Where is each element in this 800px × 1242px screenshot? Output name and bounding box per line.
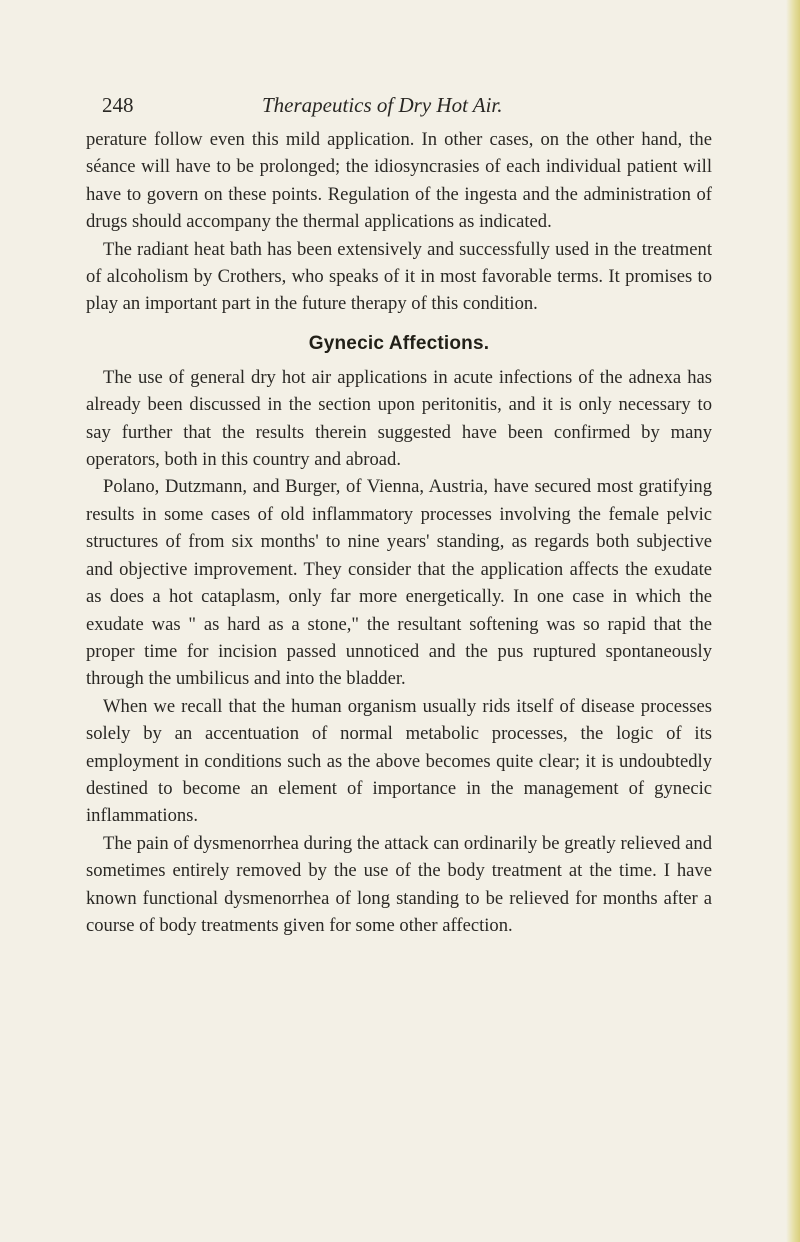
paragraph-dysmenorrhea: The pain of dysmenorrhea during the attack can ordinarily be greatly relieved and sometimes entirely removed by the use of the body treatment at the time. I have known functional dysmenorrhea of long standing to be relieved for months after a course of body treatments given for some other affection.: [86, 832, 712, 936]
section-heading: Gynecic Affections.: [308, 332, 490, 354]
paragraph-continued: perature follow even this mild application. In other cases, on the other hand, the séance will have to be prolonged; the idiosyncrasies of each individual patient will have to govern on these points. Regulation of the ingesta and the administration of drugs should accompany the thermal applications as indicated.: [86, 129, 712, 233]
page-edge-shadow: [786, 0, 800, 1242]
paragraph-alcoholism: The radiant heat bath has been extensively and successfully used in the treatment of alcoholism by Crothers, who speaks of it in most favorable terms. It promises to play an important part in the future therapy of this condition.: [86, 238, 712, 315]
running-title: Therapeutics of Dry Hot Air.: [262, 93, 503, 117]
paragraph-adnexa: The use of general dry hot air applications in acute infections of the adnexa has already been discussed in the section upon peritonitis, and it is only necessary to say further that the results therein suggested have been confirmed by many operators, both in this country and abroad.: [86, 366, 712, 471]
body-text: [86, 126, 712, 939]
paragraph-vienna: Polano, Dutzmann, and Burger, of Vienna, Austria, have secured most gratifying results in some cases of old inflammatory processes involving the female pelvic structures of from six months' to nine years' standing, as regards both subjective and objective improvement. They consider that the application affects the exudate as does a hot cataplasm, only far more energetically. In one case in which the exudate was " as hard as a stone," the resultant softening was so rapid that the proper time for incision passed unnoticed and the pus ruptured spontaneously through the umbilicus and into the bladder.: [86, 476, 712, 690]
page-number: 248: [102, 93, 134, 117]
paragraph-metabolic: When we recall that the human organism usually rids itself of disease processes solely by an accentuation of normal metabolic processes, the logic of its employment in conditions such as the above becomes quite clear; it is undoubtedly destined to become an element of importance in the management of gynecic inflammations.: [86, 695, 712, 827]
running-head: [86, 88, 712, 122]
book-page: [86, 88, 712, 939]
